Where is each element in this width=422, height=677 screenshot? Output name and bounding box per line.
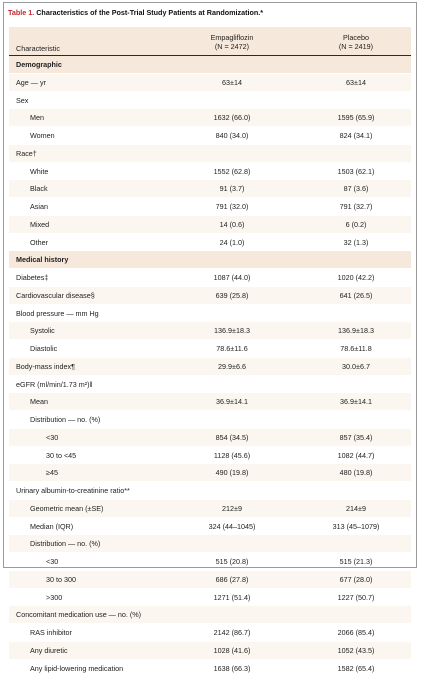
cell-empagliflozin: 515 (20.8) [187, 553, 277, 571]
cell-placebo: 641 (26.5) [311, 287, 401, 305]
table-row [9, 535, 411, 553]
table-row [9, 145, 411, 163]
table-body [9, 56, 411, 677]
table-row [9, 376, 411, 394]
row-label: Women [30, 127, 55, 145]
cell-empagliflozin: 24 (1.0) [187, 234, 277, 252]
table-row [9, 411, 411, 429]
table-row [9, 642, 411, 660]
row-label: Mixed [30, 216, 49, 234]
cell-empagliflozin: 36.9±14.1 [187, 393, 277, 411]
row-label: Demographic [16, 56, 62, 74]
table-row [9, 56, 411, 74]
cell-placebo: 515 (21.3) [311, 553, 401, 571]
cell-placebo: 857 (35.4) [311, 429, 401, 447]
table-row [9, 482, 411, 500]
cell-placebo: 1082 (44.7) [311, 447, 401, 465]
row-label: Body-mass index¶ [16, 358, 75, 376]
row-label: 30 to <45 [46, 447, 76, 465]
header-placebo [311, 33, 401, 51]
header-characteristic: Characteristic [16, 44, 60, 53]
cell-placebo: 78.6±11.8 [311, 340, 401, 358]
cell-empagliflozin: 1632 (66.0) [187, 109, 277, 127]
table-row [9, 92, 411, 110]
cell-placebo: 480 (19.8) [311, 464, 401, 482]
cell-empagliflozin: 212±9 [187, 500, 277, 518]
table-row [9, 109, 411, 127]
row-label: eGFR (ml/min/1.73 m²)‖ [16, 376, 92, 394]
table-row [9, 589, 411, 607]
row-label: Any diuretic [30, 642, 68, 660]
cell-empagliflozin: 324 (44–1045) [187, 518, 277, 536]
cell-placebo: 32 (1.3) [311, 234, 401, 252]
table-label: Table 1. [8, 8, 34, 17]
cell-empagliflozin: 136.9±18.3 [187, 322, 277, 340]
row-label: ≥45 [46, 464, 58, 482]
cell-empagliflozin: 78.6±11.6 [187, 340, 277, 358]
table-row [9, 429, 411, 447]
cell-empagliflozin: 490 (19.8) [187, 464, 277, 482]
header-empagliflozin-n: (N = 2472) [187, 42, 277, 51]
row-label: White [30, 163, 48, 181]
table-row [9, 500, 411, 518]
table-row [9, 180, 411, 198]
cell-placebo: 1595 (65.9) [311, 109, 401, 127]
table-row [9, 553, 411, 571]
cell-placebo: 1020 (42.2) [311, 269, 401, 287]
cell-empagliflozin: 1552 (62.8) [187, 163, 277, 181]
table-row [9, 518, 411, 536]
row-label: Sex [16, 92, 28, 110]
cell-empagliflozin: 1087 (44.0) [187, 269, 277, 287]
cell-placebo: 791 (32.7) [311, 198, 401, 216]
row-label: Concomitant medication use — no. (%) [16, 606, 141, 624]
cell-empagliflozin: 1028 (41.6) [187, 642, 277, 660]
table-row [9, 322, 411, 340]
cell-empagliflozin: 91 (3.7) [187, 180, 277, 198]
row-label: Blood pressure — mm Hg [16, 305, 99, 323]
cell-empagliflozin: 14 (0.6) [187, 216, 277, 234]
row-label: Mean [30, 393, 48, 411]
row-label: Distribution — no. (%) [30, 411, 100, 429]
table-row [9, 624, 411, 642]
table-row [9, 234, 411, 252]
row-label: Cardiovascular disease§ [16, 287, 95, 305]
cell-placebo: 36.9±14.1 [311, 393, 401, 411]
row-label: Other [30, 234, 48, 252]
cell-placebo: 1503 (62.1) [311, 163, 401, 181]
cell-placebo: 63±14 [311, 74, 401, 92]
cell-empagliflozin: 2142 (86.7) [187, 624, 277, 642]
table-row [9, 606, 411, 624]
cell-placebo: 30.0±6.7 [311, 358, 401, 376]
row-label: Median (IQR) [30, 518, 73, 536]
cell-placebo: 313 (45–1079) [311, 518, 401, 536]
row-label: Any lipid-lowering medication [30, 660, 123, 677]
row-label: Systolic [30, 322, 55, 340]
cell-placebo: 1227 (50.7) [311, 589, 401, 607]
table-row [9, 163, 411, 181]
table-row [9, 287, 411, 305]
cell-placebo: 824 (34.1) [311, 127, 401, 145]
cell-empagliflozin: 639 (25.8) [187, 287, 277, 305]
row-label: Black [30, 180, 48, 198]
row-label: RAS inhibitor [30, 624, 72, 642]
row-label: Asian [30, 198, 48, 216]
table-caption [8, 6, 413, 20]
cell-empagliflozin: 29.9±6.6 [187, 358, 277, 376]
cell-empagliflozin: 1128 (45.6) [187, 447, 277, 465]
cell-placebo: 136.9±18.3 [311, 322, 401, 340]
cell-placebo: 677 (28.0) [311, 571, 401, 589]
table-row [9, 305, 411, 323]
table-row [9, 251, 411, 269]
cell-placebo: 87 (3.6) [311, 180, 401, 198]
table-row [9, 269, 411, 287]
cell-empagliflozin: 63±14 [187, 74, 277, 92]
cell-placebo: 1582 (65.4) [311, 660, 401, 677]
cell-empagliflozin: 791 (32.0) [187, 198, 277, 216]
cell-empagliflozin: 1271 (51.4) [187, 589, 277, 607]
table-row [9, 447, 411, 465]
header-placebo-name: Placebo [311, 33, 401, 42]
row-label: <30 [46, 429, 58, 447]
row-label: >300 [46, 589, 62, 607]
row-label: Geometric mean (±SE) [30, 500, 103, 518]
table-title: Characteristics of the Post-Trial Study Patients at Randomization.* [36, 8, 263, 17]
table-header [9, 27, 411, 56]
header-empagliflozin [187, 33, 277, 51]
cell-placebo: 6 (0.2) [311, 216, 401, 234]
row-label: 30 to 300 [46, 571, 76, 589]
cell-empagliflozin: 686 (27.8) [187, 571, 277, 589]
header-placebo-n: (N = 2419) [311, 42, 401, 51]
cell-placebo: 214±9 [311, 500, 401, 518]
row-label: Distribution — no. (%) [30, 535, 100, 553]
table-row [9, 358, 411, 376]
row-label: Diastolic [30, 340, 57, 358]
table-row [9, 660, 411, 677]
cell-empagliflozin: 1638 (66.3) [187, 660, 277, 677]
table-row [9, 127, 411, 145]
table-row [9, 464, 411, 482]
cell-empagliflozin: 854 (34.5) [187, 429, 277, 447]
row-label: Diabetes‡ [16, 269, 48, 287]
row-label: Race† [16, 145, 37, 163]
table-row [9, 571, 411, 589]
row-label: Age — yr [16, 74, 46, 92]
cell-empagliflozin: 840 (34.0) [187, 127, 277, 145]
row-label: Medical history [16, 251, 68, 269]
header-empagliflozin-name: Empagliflozin [187, 33, 277, 42]
table-row [9, 198, 411, 216]
cell-placebo: 1052 (43.5) [311, 642, 401, 660]
row-label: Urinary albumin-to-creatinine ratio** [16, 482, 130, 500]
row-label: <30 [46, 553, 58, 571]
cell-placebo: 2066 (85.4) [311, 624, 401, 642]
table-row [9, 393, 411, 411]
table-row [9, 74, 411, 92]
table-row [9, 340, 411, 358]
table-row [9, 216, 411, 234]
row-label: Men [30, 109, 44, 127]
